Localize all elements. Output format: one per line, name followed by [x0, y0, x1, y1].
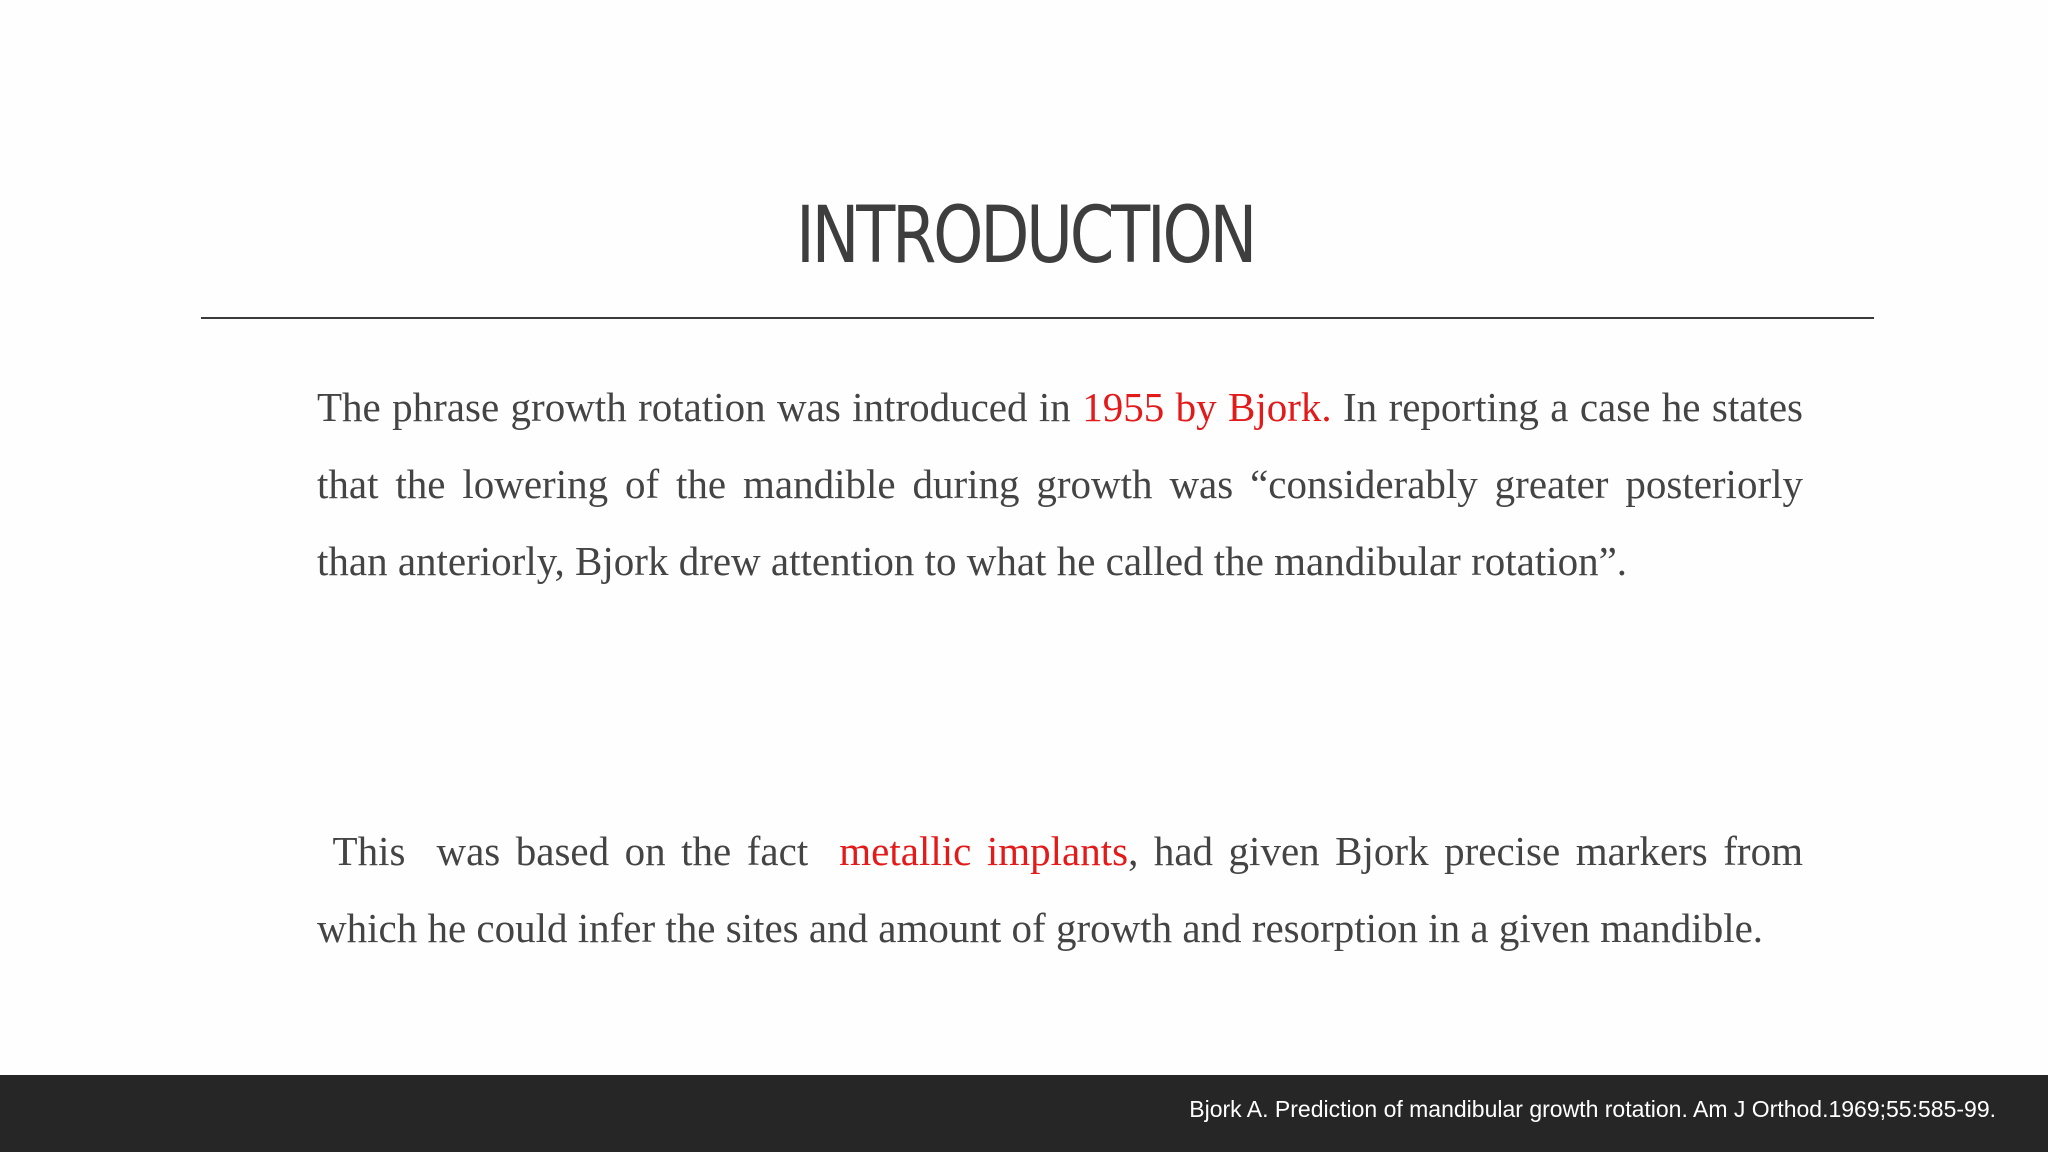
- footer-citation: Bjork A. Prediction of mandibular growth rotation. Am J Orthod.1969;55:585-99.: [1189, 1096, 1996, 1122]
- paragraph1-text-start: The phrase growth rotation was introduced in: [317, 384, 1083, 430]
- highlight-1955-bjork: 1955 by Bjork.: [1082, 384, 1332, 430]
- paragraph2-text-end: , had given Bjork precise markers from which he could infer the sites and amount of growth and resorption in a given mandible.: [317, 828, 1803, 951]
- title-divider: [201, 317, 1874, 319]
- footer-bar: [0, 1075, 2048, 1152]
- paragraph2-text-start: This was based on the fact: [317, 828, 840, 874]
- highlight-metallic-implants: metallic implants: [839, 828, 1129, 874]
- paragraph1-text-end: In reporting a case he states that the lowering of the mandible during growth was “considerably greater posteriorly than anteriorly, Bjork drew attention to what he called the mandibular rotation”.: [317, 384, 1803, 584]
- paragraph-metallic-implants: [317, 813, 1803, 967]
- slide-title: INTRODUCTION: [796, 191, 1255, 281]
- paragraph-growth-rotation: [317, 369, 1803, 600]
